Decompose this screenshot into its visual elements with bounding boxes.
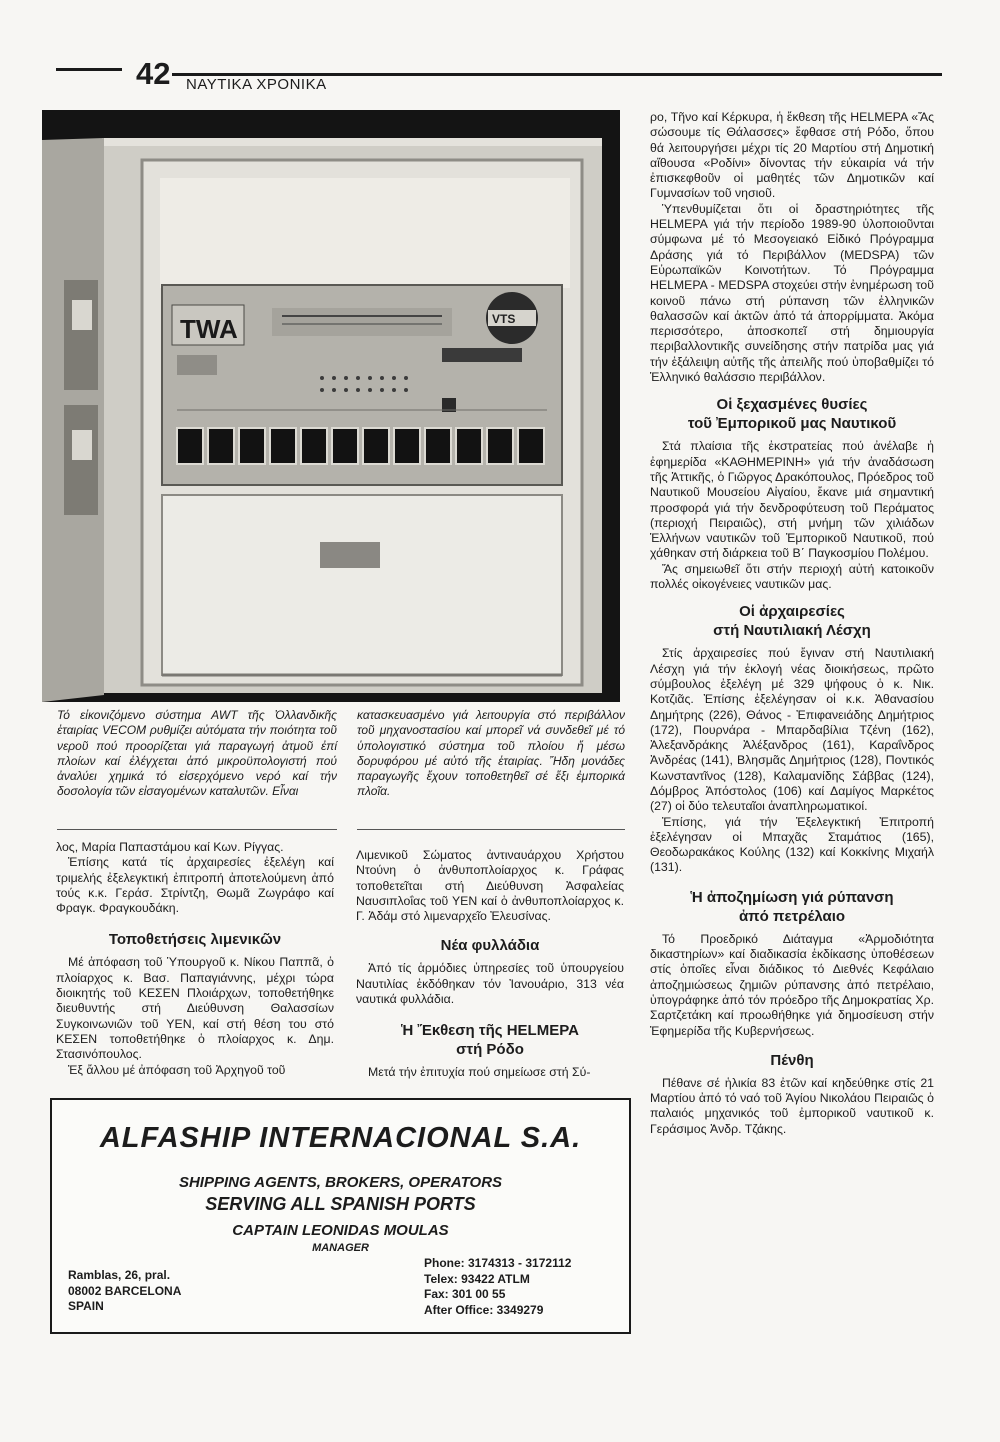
ad-services-line: SHIPPING AGENTS, BROKERS, OPERATORS bbox=[178, 1174, 503, 1191]
panel-logo-text: VTS bbox=[492, 312, 516, 326]
ad-ports-line: SERVING ALL SPANISH PORTS bbox=[205, 1194, 476, 1214]
col1-paragraph: Ἐξ ἄλλου μέ ἀπόφαση τοῦ Ἀρχηγοῦ τοῦ bbox=[68, 1062, 286, 1077]
ad-company-name: ALFASHIP INTERNACIONAL S.A. bbox=[99, 1122, 582, 1154]
ad-captain-line: CAPTAIN LEONIDAS MOULAS bbox=[232, 1222, 449, 1239]
heading-line: στή Ρόδο bbox=[456, 1041, 524, 1059]
heading-helmepa-exhibition bbox=[356, 1021, 624, 1059]
heading-line: στή Ναυτιλιακή Λέσχη bbox=[713, 622, 871, 640]
col3-paragraph: ρο, Τῆνο καί Κέρκυρα, ἡ ἔκθεση τῆς HELMEPA «Ἄς σώσουμε τίς Θάλασσες» ἔφθασε στή Ρόδο, ὅπου θά λειτουργήσει μέχρι τίς 20 Μαρτίου στή Δημοτική αἴθουσα «Ροδίνι» δίνοντας τήν εὐκαιρία νά τήν ἐπισκεφθοῦν οἱ μαθητές τῶν Δημοτικῶν καί Γυμνασίων τοῦ νησιοῦ. bbox=[650, 110, 934, 201]
col1-paragraph: λος, Μαρία Παπαστάμου καί Κων. Ρίγγας. bbox=[56, 840, 284, 854]
caption-right-text: κατασκευασμένο γιά λειτουργία στό περιβάλλον τοῦ μηχανοστασίου καί μπορεῖ νά συνδεθεῖ μέ τό ὑπολογιστικό σύστημα τοῦ πλοίου ἤ μέσω δορυφόρου μέ αὐτό τῆς ἑταιρίας. Ἤδη μονάδες παραγωγῆς ἔχουν τοποθετηθεῖ σέ ἕξι ἐμπορικά πλοῖα. bbox=[357, 708, 625, 799]
advertisement-box bbox=[50, 1098, 631, 1334]
ad-address-line: 08002 BARCELONA bbox=[68, 1283, 182, 1298]
col1-paragraph: Ἐπίσης κατά τίς ἀρχαιρεσίες ἐξελέγη καί τριμελής ἐξελεγκτική ἐπιτροπή ἀποτελούμενη ἀπό τούς κ.κ. Γεράσ. Στρίντζη, Θωμᾶ Ζωγράφο καί Φραγκ. Φραγκουδάκη. bbox=[56, 855, 334, 916]
ad-contacts bbox=[424, 1256, 571, 1318]
page-number: 42 bbox=[136, 56, 171, 91]
photo-caption-left bbox=[57, 708, 337, 800]
caption-left-text: Τό εἰκονιζόμενο σύστημα AWT τῆς Ὀλλανδικῆς ἑταιρίας VECOM ρυθμίζει αὐτόματα τήν ποιότητα τοῦ νεροῦ πού προορίζεται γιά παραγωγή ἀτμοῦ ἐπί πλοίων καί ἐλέγχεται ἀπό μικροϋπολογιστή πού ἀναλύει χημικά τό εἰσερχόμενο νερό καί τήν δοσολογία τῶν εἰσαγομένων καταλυτῶν. Εἶναι bbox=[57, 708, 337, 799]
caption-rule-left bbox=[57, 829, 337, 830]
heading-line: ἀπό πετρέλαιο bbox=[738, 907, 846, 925]
ad-contact-line: Phone: 3174313 - 3172112 bbox=[424, 1256, 572, 1270]
heading-club-elections bbox=[650, 602, 934, 640]
heading-line: Οἱ ἀρχαιρεσίες bbox=[739, 603, 845, 621]
col3-paragraph: Ἄς σημειωθεῖ ὅτι στήν περιοχή αὐτή κατοικοῦν πολλές οἰκογένειες ναυτικῶν μας. bbox=[650, 561, 934, 592]
control-cabinet-illustration bbox=[42, 110, 620, 702]
col3-paragraph: Ἐπίσης, γιά τήν Ἐξελεγκτική Ἐπιτροπή ἐξελέγησαν οἱ Μπαχᾶς Σταμάτιος (165), Θεοδωρακάκος Κούλης (132) καί Κοκκίνης Μιχαήλ (131). bbox=[650, 814, 934, 875]
ad-contact-line: Telex: 93422 ATLM bbox=[424, 1271, 530, 1286]
heading-line: Ἡ ἀποζημίωση γιά ρύπανση bbox=[690, 888, 894, 906]
heading-line: τοῦ Ἐμπορικοῦ μας Ναυτικοῦ bbox=[687, 415, 897, 433]
column-middle bbox=[356, 848, 624, 1081]
magazine-title: ΝΑΥΤΙΚΑ ΧΡΟΝΙΚΑ bbox=[186, 76, 327, 93]
caption-rule-right bbox=[357, 829, 625, 830]
col1-paragraph: Μέ ἀπόφαση τοῦ Ὑπουργοῦ κ. Νίκου Παππᾶ, ὁ πλοίαρχος κ. Βασ. Παπαγιάννης, μέχρι τώρα διοικητής τοῦ ΚΕΣΕΝ Πλοιάρχων, τοποθετήθηκε διευθυντής στή Διεύθυνση Θαλασσίων Συγκοινωνιῶν τοῦ ΥΕΝ, καί στή θέση του στό ΚΕΣΕΝ τοποθετήθηκε ὁ πλοίαρχος κ. Δημ. Στασινόπουλος. bbox=[56, 955, 334, 1062]
heading-oil-pollution-compensation bbox=[650, 888, 934, 926]
col3-paragraph: Πέθανε σέ ἡλικία 83 ἐτῶν καί κηδεύθηκε στίς 21 Μαρτίου ἀπό τό ναό τοῦ Ἁγίου Νικολάου Πειραιῶς ὁ παλαιός μηχανικός τοῦ ἐμπορικοῦ ναυτικοῦ κ. Γεράσιμος Ἀνδρ. Τζάκης. bbox=[650, 1075, 934, 1136]
col3-paragraph: Στά πλαίσια τῆς ἐκστρατείας πού ἀνέλαβε ἡ ἐφημερίδα «ΚΑΘΗΜΕΡΙΝΗ» γιά τήν ἀναδάσωση τῆς Ἀττικῆς, ὁ Γιῶργος Δρακόπουλος, Πρόεδρος τοῦ Ναυτικοῦ Μουσείου Αἰγαίου, ἔκανε μιά σημαντική προσφορά γιά τήν δενδροφύτευση τοῦ Περάματος (περιοχή Πειραιῶς), στή μνήμη τῶν χιλιάδων Ἑλλήνων ναυτικῶν τοῦ Ἐμπορικοῦ Ναυτικοῦ, πού χάθηκαν στή διάρκεια τοῦ Β΄ Παγκοσμίου Πολέμου. bbox=[650, 439, 934, 561]
col2-paragraph: Μετά τήν ἐπιτυχία πού σημείωσε στή Σύ- bbox=[368, 1065, 591, 1080]
ad-address-line: Ramblas, 26, pral. bbox=[68, 1268, 171, 1282]
col3-paragraph: Στίς ἀρχαιρεσίες πού ἔγιναν στή Ναυτιλιακή Λέσχη γιά τήν ἐκλογή νέας διοικήσεως, πρῶτο σύμβουλος ἐξελέγη μέ 329 ψήφους ὁ κ. Νικ. Κοτζιᾶς. Ἐπίσης ἐξελέγησαν οἱ κ.κ. Ἀθανασίου Δημήτρης (226), Θάνος - Ἐπιφανειάδης Δημήτριος (172), Πουρνάρα - Μπαρδαβίλια Τζένη (162), Ἀλεξανδράκης Ἀλέξανδρος (161), Καραΐνδρος Ἀνδρέας (141), Βλησμᾶς Δημήτριος (128), Ποντικός Κωνσταντῖνος (128), Καλαμανίδης Σάββας (124), Δόμβρος Ἀπόστολος (106) καί Δαμίγος Μαρκέτος (27) οἱ δύο τελευταῖοι ἀναπληρωματικοί. bbox=[650, 646, 934, 814]
col3-paragraph: Τό Προεδρικό Διάταγμα «Ἁρμοδιότητα δικαστηρίων» καί διαδικασία ἐκδίκασης ὑποθέσεων στίς ὁποῖες εἶναι διάδικος τό Διεθνές Κεφάλαιο ἀποζημιώσεως ζημιῶν ρύπανσης ἀπό πετρέλαιο, ὑπογράφηκε ἀπό τόν πρόεδρο τῆς Δημοκρατίας Χρ. Σαρτζετάκη καί προωθήθηκε γιά δημοσίευση στήν Ἐφημερίδα τῆς Κυβερνήσεως. bbox=[650, 931, 934, 1038]
column-right bbox=[650, 110, 934, 1137]
product-photo bbox=[42, 110, 620, 702]
photo-caption-right bbox=[357, 708, 625, 800]
column-left bbox=[56, 840, 334, 1078]
heading-line: Οἱ ξεχασμένες θυσίες bbox=[716, 396, 868, 414]
ad-address-line: SPAIN bbox=[68, 1299, 104, 1313]
header-rule-left bbox=[56, 68, 122, 71]
heading-obituaries: Πένθη bbox=[770, 1051, 814, 1069]
ad-contact-line: Fax: 301 00 55 bbox=[424, 1287, 506, 1301]
ad-contact-line: After Office: 3349279 bbox=[424, 1302, 544, 1317]
col2-paragraph: Λιμενικοῦ Σώματος ἀντιναυάρχου Χρήστου Ντούνη ὁ ἀνθυποπλοίαρχος κ. Γράφας τοποθετεῖται στή Διεύθυνση Ἀσφαλείας Ναυσιπλοΐας τοῦ ΥΕΝ καί ὁ ἀνθυποπλοίαρχος κ. Γ. Ἀδάμ στό λιμεναρχεῖο Ἐλευσίνας. bbox=[356, 848, 624, 924]
heading-forgotten-sacrifices bbox=[650, 395, 934, 433]
heading-new-pamphlets: Νέα φυλλάδια bbox=[440, 937, 540, 955]
heading-line: Ἡ Ἔκθεση τῆς HELMEPA bbox=[401, 1022, 579, 1040]
ad-manager-line: MANAGER bbox=[312, 1242, 369, 1254]
heading-harbor-appointments: Τοποθετήσεις λιμενικῶν bbox=[108, 931, 282, 949]
col3-paragraph: Ὑπενθυμίζεται ὅτι οἱ δραστηριότητες τῆς HELMEPA γιά τήν περίοδο 1989-90 ὑλοποιοῦνται σύμφωνα μέ τό Μεσογειακό Εἰδικό Πρόγραμμα Δράσης γιά τό Περιβάλλον (MEDSPA) τῶν Εὐρωπαϊκῶν Κοινοτήτων. Τό Πρόγραμμα HELMEPA - MEDSPA στοχεύει στήν ἐνημέρωση τοῦ κοινοῦ πάνω στή ρύπανση τῶν ἑλληνικῶν θαλασσῶν καί ἀκτῶν ἀπό τά ἀπορρίμματα. Ἀκόμα περισσότερο, ἀποσκοπεῖ στή δημιουργία περιβαλλοντικῆς συνείδησης στήν πατρίδα μας γιά τήν ἐξάλειψη αὐτῆς τῆς ἀπειλῆς πού ὑποβαθμίζει τό Ἑλληνικό θαλάσσιο περιβάλλον. bbox=[650, 201, 934, 385]
panel-brand-text: TWA bbox=[180, 314, 238, 344]
ad-address bbox=[68, 1268, 181, 1315]
col2-paragraph: Ἀπό τίς ἁρμόδιες ὑπηρεσίες τοῦ ὑπουργείου Ναυτιλίας ἐκδόθηκαν τόν Ἰανουάριο, 313 νέα ναυτικά φυλλάδια. bbox=[356, 961, 624, 1007]
